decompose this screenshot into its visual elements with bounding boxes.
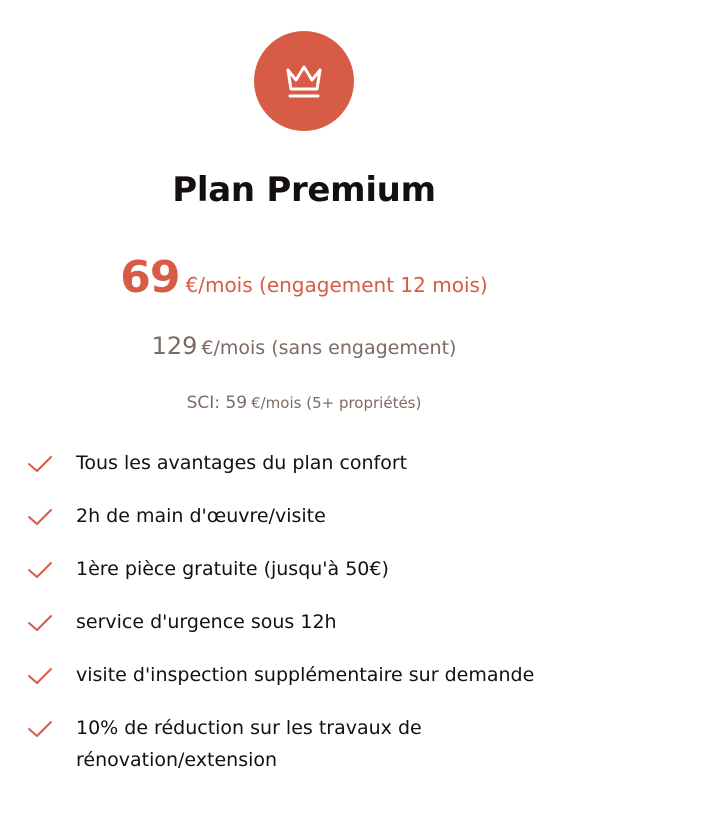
plan-title: Plan Premium: [172, 170, 436, 210]
feature-text: Tous les avantages du plan confort: [76, 452, 408, 474]
price-main-unit: €/mois (engagement 12 mois): [185, 273, 488, 297]
feature-item: [26, 553, 666, 606]
price-sci-amount: SCI: 59: [186, 393, 248, 413]
feature-text: 1ère pièce gratuite (jusqu'à 50€): [76, 558, 389, 580]
price-no-commitment: [0, 332, 608, 360]
price-main-amount: 69: [120, 252, 180, 303]
check-icon: [26, 613, 54, 633]
price-alt-unit: €/mois (sans engagement): [201, 337, 457, 359]
check-icon: [26, 454, 54, 474]
check-icon: [26, 560, 54, 580]
check-icon: [26, 719, 54, 739]
feature-item: [26, 712, 666, 792]
feature-text: visite d'inspection supplémentaire sur demande: [76, 664, 535, 686]
plan-badge: [254, 31, 354, 131]
feature-item: [26, 500, 666, 553]
feature-text: 2h de main d'œuvre/visite: [76, 505, 326, 527]
price-sci: [0, 393, 608, 413]
check-icon: [26, 507, 54, 527]
feature-text: service d'urgence sous 12h: [76, 611, 337, 633]
feature-item: [26, 606, 666, 659]
price-main: [0, 252, 608, 303]
feature-list: [26, 447, 666, 792]
feature-item: [26, 447, 666, 500]
crown-icon: [281, 58, 327, 104]
feature-text: 10% de réduction sur les travaux de rénovation/extension: [76, 717, 422, 771]
price-alt-amount: 129: [151, 332, 198, 360]
price-sci-unit: €/mois (5+ propriétés): [251, 394, 422, 412]
feature-item: [26, 659, 666, 712]
check-icon: [26, 666, 54, 686]
